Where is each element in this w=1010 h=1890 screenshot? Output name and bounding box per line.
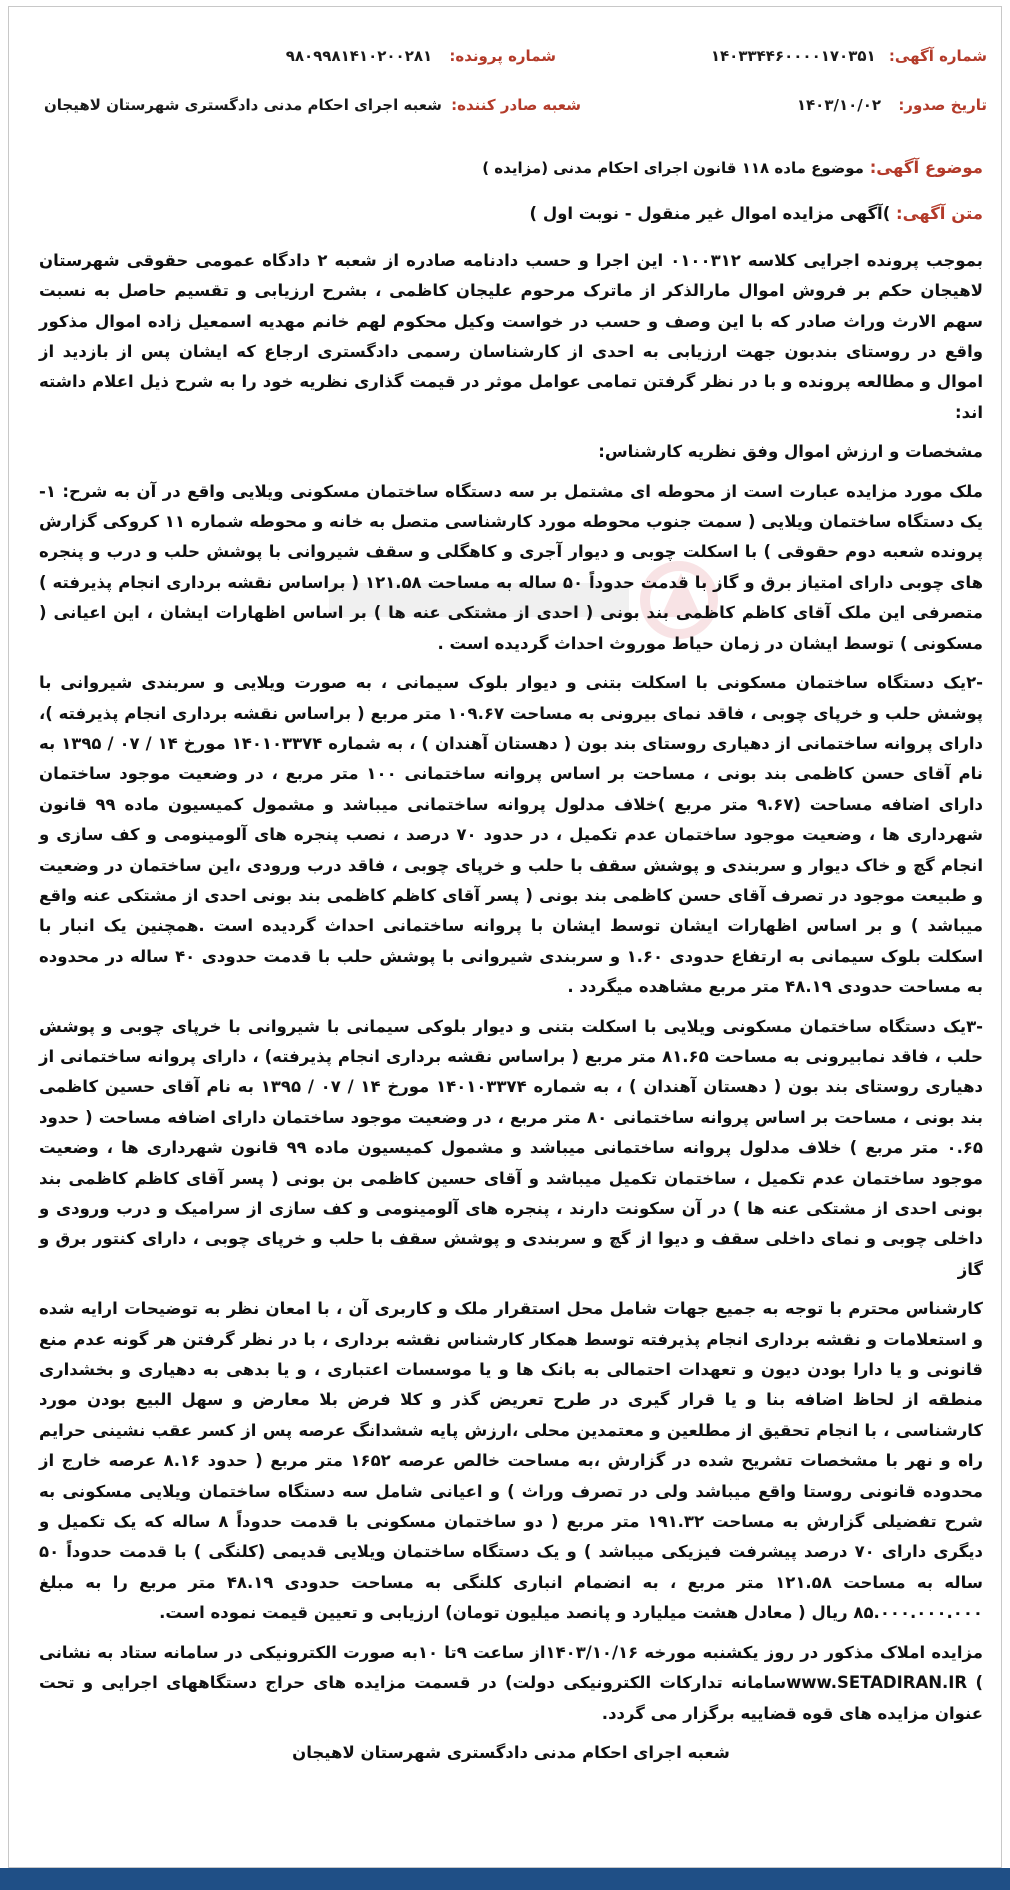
paragraph-expert-heading: مشخصات و ارزش اموال وفق نظریه کارشناس: [598,442,983,462]
paragraph-building-3: -۳یک دستگاه ساختمان مسکونی ویلایی با اسکلت بتنی و دیوار بلوکی سیمانی با شیروانی با خرپای چوبی و پوشش حلب ، فاقد نمابیرونی به مساحت ۸۱.۶۵ متر مربع ( براساس نقشه برداری انجام پذیرفته) ، دارای پروانه ساختمانی از دهیاری روستای بند بون ( دهستان آهندان ) ، به شماره ۱۴۰۱۰۳۳۷۴ مورخ ۱۴ / ۰۷ / ۱۳۹۵ به نام آقای حسین کاظمی بند بونی ، مساحت بر اساس پروانه ساختمانی ۸۰ متر مربع ، در وضعیت موجود ساختمان دارای اضافه مساحت ( حدود ۰.۶۵ متر مربع ) خلاف مدلول پروانه ساختمانی میباشد و مشمول کمیسیون ماده ۹۹ قانون شهرداری ها ، وضعیت موجود ساختمان عدم تکمیل ، ساختمان تکمیل میباشد و آقای حسین کاظمی بن بونی ( پسر آقای کاظم کاظمی بند بونی احدی از مشتکی عنه ها ) در آن سکونت دارند ، پنجره های آلومینومی و کف سازی از سرامیک و درب ورودی و داخلی چوبی و نمای داخلی سقف و دیوا از گچ و سربندی و پوشش سقف با حلب و خرپای چوبی ، دارای کنتور برق و گاز [39,1016,984,1279]
paragraph-intro: بموجب پرونده اجرایی کلاسه ۰۱۰۰۳۱۲ این اجرا و حسب دادنامه صادره از شعبه ۲ دادگاه عمومی حقوقی شهرستان لاهیجان حکم بر فروش اموال مارالذکر از ماترک مرحوم علیجان کاظمی ، بشرح ارزیابی و تقسیم حاصل به نسبت سهم الارث وراث صادر که با این وصف و حسب در خواست وکیل محکوم لهم خانم مهدیه اسمعیل زاده اموال مذکور واقع در روستای بندبون جهت ارزیابی به احدی از کارشناسان رسمی دادگستری ارجاع که ایشان پس از بازدید از اموال و مطالعه پرونده و با در نظر گرفتن تمامی عوامل موثر در قیمت گذاری نظریه خود را به شرح ذیل اعلام داشته اند: [39,250,984,422]
issue-date-value: ۱۴۰۳/۱۰/۰۲ [796,96,882,114]
subject-row [39,153,983,183]
file-number-row [286,47,556,65]
body-title-row [39,199,983,229]
issuing-branch-value: شعبه اجرای احکام مدنی دادگستری شهرستان لاهیجان [43,96,442,114]
issue-date-label: تاریخ صدور: [898,96,987,114]
announcement-page [8,6,1002,1868]
signature: شعبه اجرای احکام مدنی دادگستری شهرستان لاهیجان [292,1742,730,1762]
file-number-value: ۹۸۰۹۹۸۱۴۱۰۲۰۰۲۸۱ [285,47,433,65]
paragraph-building-1: ملک مورد مزایده عبارت است از محوطه ای مشتمل بر سه دستگاه ساختمان مسکونی ویلایی واقع در آن به شرح: ۱-یک دستگاه ساختمان ویلایی ( سمت جنوب محوطه مورد کارشناسی متصل به خانه و محوطه شماره ۱۱ کروکی گزارش پرونده شعبه دوم حقوقی ) با اسکلت چوبی و دیوار آجری و کاهگلی و سقف شیروانی با پوشش حلب و درب و پنجره های چوبی دارای امتیاز برق و گاز با قدمت حدوداً ۵۰ ساله به مساحت ۱۲۱.۵۸ ( براساس نقشه برداری انجام پذیرفته ) متصرفی این ملک آقای کاظم کاظمی بند بونی ( احدی از مشتکی عنه ها ) بر اساس اظهارات ایشان ، این اعیانی ( مسکونی ) توسط ایشان در زمان حیاط موروث احداث گردیده است . [39,481,984,653]
ad-number-value: ۱۴۰۳۳۴۴۶۰۰۰۰۱۷۰۳۵۱ [710,47,876,65]
body-title: )آگهی مزایده اموال غیر منقول - نوبت اول ) [529,204,891,224]
announcement-content [39,153,983,1777]
ad-number-label: شماره آگهی: [888,47,987,65]
issuing-branch-label: شعبه صادر کننده: [451,96,581,114]
ad-number-row [711,47,987,65]
subject-text: موضوع ماده ۱۱۸ قانون اجرای احکام مدنی (مزایده ) [482,159,864,177]
subject-label: موضوع آگهی: [869,158,983,177]
paragraph-building-2: -۲یک دستگاه ساختمان مسکونی با اسکلت بتنی و دیوار بلوک سیمانی ، به صورت ویلایی و سربندی شیروانی با پوشش حلب و خرپای چوبی ، فاقد نمای بیرونی به مساحت ۱۰۹.۶۷ متر مربع ( براساس نقشه برداری انجام پذیرفته )، دارای پروانه ساختمانی از دهیاری روستای بند بون ( دهستان آهندان ) ، به شماره ۱۴۰۱۰۳۳۷۴ مورخ ۱۴ / ۰۷ / ۱۳۹۵ به نام آقای حسن کاظمی بند بونی ، مساحت بر اساس پروانه ساختمانی ۱۰۰ متر مربع ، در وضعیت موجود ساختمان دارای اضافه مساحت (۹.۶۷ متر مربع )خلاف مدلول پروانه ساختمانی میباشد و مشمول کمیسیون ماده ۹۹ قانون شهرداری ها ، وضعیت موجود ساختمان عدم تکمیل ، در حدود ۷۰ درصد ، نصب پنجره های آلومینومی و کف سازی و انجام گچ و خاک دیوار و سربندی و پوشش سقف با حلب و خرپای چوبی ، فاقد درب ورودی ،این ساختمان در وضعیت و طبیعت موجود در تصرف آقای حسن کاظمی بند بونی ( پسر آقای کاظم کاظمی بند بونی احدی از مشتکی عنه واقع میباشد ) و بر اساس اظهارات ایشان توسط ایشان با پروانه ساختمانی احداث گردیده است .همچنین یک انبار با اسکلت بلوک سیمانی به ارتفاع حدودی ۱.۶۰ و سربندی شیروانی با پوشش حلب با قدمت حدودی ۴۰ ساله در محدوده به مساحت حدودی ۴۸.۱۹ متر مربع مشاهده میگردد . [39,673,984,997]
file-number-label: شماره پرونده: [449,47,556,65]
issue-date-row [797,96,987,114]
issuing-branch-row [44,96,581,114]
paragraph-auction-details: مزایده املاک مذکور در روز یکشنبه مورخه ۱۴۰۳/۱۰/۱۶از ساعت ۹تا ۱۰به صورت الکترونیکی در سامانه ستاد به نشانی ) www.SETADIRAN.IRسامانه تدارکات الکترونیکی دولت) در قسمت مزایده های حراج دستگاههای اجرایی و تحت عنوان مزایده های قوه قضاییه برگزار می گردد. [39,1642,983,1723]
paragraph-valuation: کارشناس محترم با توجه به جمیع جهات شامل محل استقرار ملک و کاربری آن ، با امعان نظر به توضیحات ارایه شده و استعلامات و نقشه برداری انجام پذیرفته توسط همکار کارشناس نقشه برداری ، با در نظر گرفتن هر گونه عدم منع قانونی و یا دارا بودن دیون و تعهدات احتمالی به بانک ها و یا موسسات اعتباری ، و یا بدهی به دهیاری و بخشداری منطقه از لحاظ اضافه بنا و یا قرار گیری در طرح تعریض گذر و کلا فرض بلا معارض و سهل البیع بودن مورد کارشناسی ، با انجام تحقیق از مطلعین و معتمدین محلی ،ارزش پایه ششدانگ عرصه پس از کسر عقب نشینی حرایم راه و نهر با مشخصات تشریح شده در گزارش ،به مساحت خالص عرصه ۱۶۵۲ متر مربع ( حدود ۸.۱۶ عرصه خارج از محدوده قانونی روستا واقع میباشد ولی در تصرف وراث ) و اعیانی شامل سه دستگاه ساختمان ویلایی مسکونی به شرح تفضیلی گزارش به مساحت ۱۹۱.۳۲ متر مربع ( دو ساختمان مسکونی با قدمت حدوداً ۸ ساله که یک تکمیل و دیگری دارای ۷۰ درصد پیشرفت فیزیکی میباشد ) و یک دستگاه ساختمان ویلایی قدیمی (کلنگی ) با قدمت حدوداً ۵۰ ساله به مساحت ۱۲۱.۵۸ متر مربع ، به انضمام انباری کلنگی به مساحت حدودی ۴۸.۱۹ متر مربع را به مبلغ ۸۵.۰۰۰.۰۰۰.۰۰۰ ریال ( معادل هشت میلیارد و پانصد میلیون تومان) ارزیابی و تعیین قیمت نموده است. [39,1299,983,1623]
body-label: متن آگهی: [896,204,983,224]
bottom-bar [0,1868,1010,1890]
